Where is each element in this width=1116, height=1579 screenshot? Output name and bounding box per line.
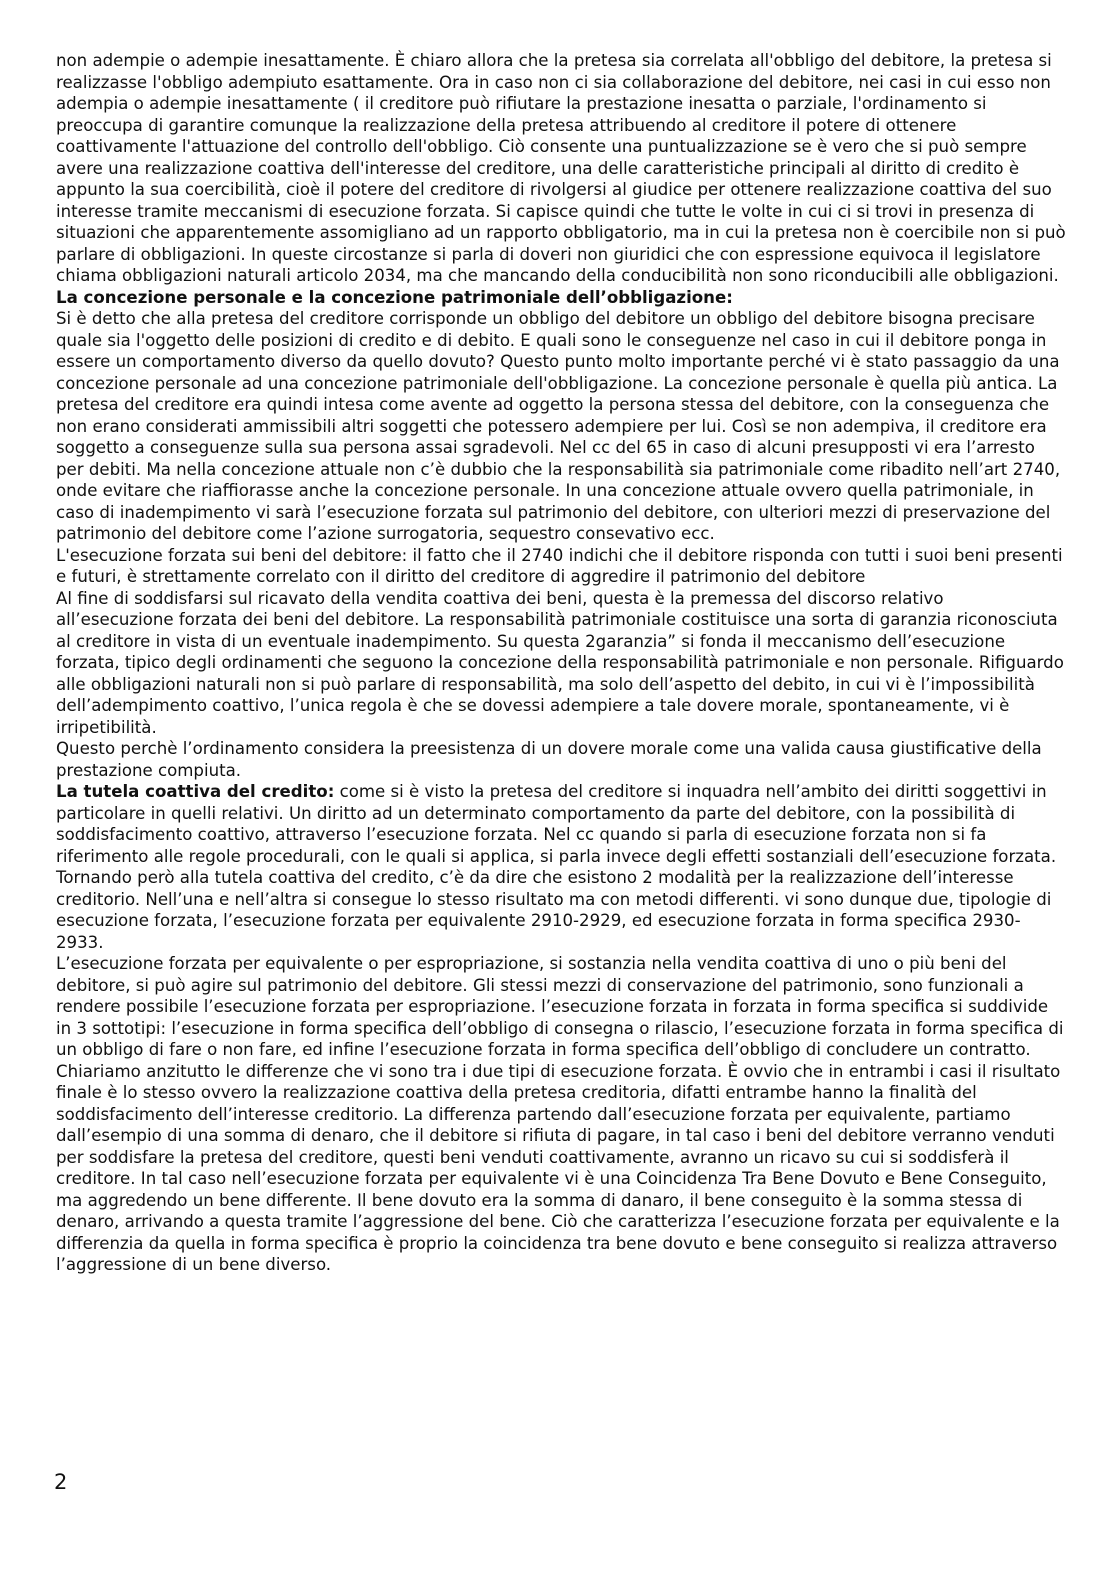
paragraph-text: L'esecuzione forzata sui beni del debitore: il fatto che il 2740 indichi che il debitore risponda con tutti i suoi beni presenti e futuri, è strettamente correlato con il diritto del creditore di aggredire il patrimonio del debitore <box>56 545 1063 586</box>
paragraph <box>56 1061 1066 1276</box>
paragraph-text: L’esecuzione forzata per equivalente o per espropriazione, si sostanzia nella vendita coattiva di uno o più beni del debitore, si può agire sul patrimonio del debitore. Gli stessi mezzi di conservazione del patrimonio, sono funzionali a rendere possibile l’esecuzione forzata per espropriazione. l’esecuzione forzata in forzata in forma specifica si suddivide in 3 sottotipi: l’esecuzione in forma specifica dell’obbligo di consegna o rilascio, l’esecuzione forzata in forma specifica di un obbligo di fare o non fare, ed infine l’esecuzione forzata in forma specifica dell’obbligo di concludere un contratto. <box>56 954 1064 1059</box>
paragraph <box>56 545 1066 588</box>
paragraph <box>56 50 1066 287</box>
paragraph <box>56 308 1066 545</box>
section-heading <box>56 287 1066 309</box>
paragraph-heading: La concezione personale e la concezione patrimoniale dell’obbligazione: <box>56 287 733 307</box>
paragraph-heading: La tutela coattiva del credito: <box>56 782 335 801</box>
paragraph <box>56 953 1066 1061</box>
paragraph-text: Al fine di soddisfarsi sul ricavato della vendita coattiva dei beni, questa è la premessa del discorso relativo all’esecuzione forzata dei beni del debitore. La responsabilità patrimoniale costituisce una sorta di garanzia riconosciuta al creditore in vista di un eventuale inadempimento. Su questa 2garanzia” si fonda il meccanismo dell’esecuzione forzata, tipico degli ordinamenti che seguono la concezione della responsabilità patrimoniale e non personale. Rifiguardo alle obbligazioni naturali non si può parlare di responsabilità, ma solo dell’aspetto del debito, in cui vi è l’impossibilità dell’adempimento coattivo, l’unica regola è che se dovessi adempiere a tale dovere morale, spontaneamente, vi è irripetibilità. <box>56 588 1064 737</box>
paragraph-text: non adempie o adempie inesattamente. È chiaro allora che la pretesa sia correlata all'obbligo del debitore, la pretesa si realizzasse l'obbligo adempiuto esattamente. Ora in caso non ci sia collaborazione del debitore, nei casi in cui esso non adempia o adempie inesattamente ( il creditore può rifiutare la prestazione inesatta o parziale, l'ordinamento si preoccupa di garantire comunque la realizzazione della pretesa attribuendo al creditore il potere di ottenere coattivamente l'attuazione del controllo dell'obbligo. Ciò consente una puntualizzazione se è vero che si può sempre avere una realizzazione coattiva dell'interesse del creditore, una delle caratteristiche principali al diritto di credito è appunto la sua coercibilità, cioè il potere del creditore di rivolgersi al giudice per ottenere realizzazione coattiva del suo interesse tramite meccanismi di esecuzione forzata. Si capisce quindi che tutte le volte in cui ci si trovi in presenza di situazioni che apparentemente assomigliano ad un rapporto obbligatorio, ma in cui la pretesa non è coercibile non si può parlare di obbligazioni. In queste circostanze si parla di doveri non giuridici che con espressione equivoca il legislatore chiama obbligazioni naturali articolo 2034, ma che mancando della conducibilità non sono riconducibili alle obbligazioni. <box>56 51 1066 285</box>
paragraph-text: Questo perchè l’ordinamento considera la preesistenza di un dovere morale come una valida causa giustificative della prestazione compiuta. <box>56 739 1042 780</box>
paragraph-text: Chiariamo anzitutto le differenze che vi sono tra i due tipi di esecuzione forzata. È ovvio che in entrambi i casi il risultato finale è lo stesso ovvero la realizzazione coattiva della pretesa creditoria, difatti entrambe hanno la finalità del soddisfacimento dell’interesse creditorio. La differenza partendo dall’esecuzione forzata per equivalente, partiamo dall’esempio di una somma di denaro, che il debitore si rifiuta di pagare, in tal caso i beni del debitore verranno venduti per soddisfare la pretesa del creditore, questi beni venduti coattivamente, avranno un ricavo su cui si soddisferà il creditore. In tal caso nell’esecuzione forzata per equivalente vi è una Coincidenza Tra Bene Dovuto e Bene Conseguito, ma aggredendo un bene differente. Il bene dovuto era la somma di danaro, il bene conseguito è la somma stessa di denaro, arrivando a questa tramite l’aggressione del bene. Ciò che caratterizza l’esecuzione forzata per equivalente e la differenzia da quella in forma specifica è proprio la coincidenza tra bene dovuto e bene conseguito si realizza attraverso l’aggressione di un bene diverso. <box>56 1061 1061 1274</box>
document-body <box>56 50 1066 1276</box>
paragraph-text: come si è visto la pretesa del creditore si inquadra nell’ambito dei diritti soggettivi in particolare in quelli relativi. Un diritto ad un determinato comportamento da parte del debitore, con la possibilità di soddisfacimento coattivo, attraverso l’esecuzione forzata. Nel cc quando si parla di esecuzione forzata non si fa riferimento alle regole procedurali, con le quali si applica, si parla invece degli effetti sostanziali dell’esecuzione forzata. Tornando però alla tutela coattiva del credito, c’è da dire che esistono 2 modalità per la realizzazione dell’interesse creditorio. Nell’una e nell’altra si consegue lo stesso risultato ma con metodi differenti. vi sono dunque due, tipologie di esecuzione forzata, l’esecuzione forzata per equivalente 2910-2929, ed esecuzione forzata in forma specifica 2930-2933. <box>56 782 1057 952</box>
paragraph <box>56 738 1066 781</box>
paragraph <box>56 588 1066 739</box>
paragraph-text: Si è detto che alla pretesa del creditore corrisponde un obbligo del debitore un obbligo del debitore bisogna precisare quale sia l'oggetto delle posizioni di credito e di debito. E quali sono le conseguenze nel caso in cui il debitore ponga in essere un comportamento diverso da quello dovuto? Questo punto molto importante perché vi è stato passaggio da una concezione personale ad una concezione patrimoniale dell'obbligazione. La concezione personale è quella più antica. La pretesa del creditore era quindi intesa come avente ad oggetto la persona stessa del debitore, con la conseguenza che non erano considerati ammissibili altri soggetti che potessero adempiere per lui. Così se non adempiva, il creditore era soggetto a conseguenze sulla sua persona assai sgradevoli. Nel cc del 65 in caso di alcuni presupposti vi era l’arresto per debiti. Ma nella concezione attuale non c’è dubbio che la responsabilità sia patrimoniale come ribadito nell’art 2740, onde evitare che riaffiorasse anche la concezione personale. In una concezione attuale ovvero quella patrimoniale, in caso di inadempimento vi sarà l’esecuzione forzata sul patrimonio del debitore, con ulteriori mezzi di preservazione del patrimonio del debitore come l’azione surrogatoria, sequestro consevativo ecc. <box>56 309 1061 543</box>
page-number: 2 <box>54 1470 68 1494</box>
paragraph <box>56 781 1066 953</box>
